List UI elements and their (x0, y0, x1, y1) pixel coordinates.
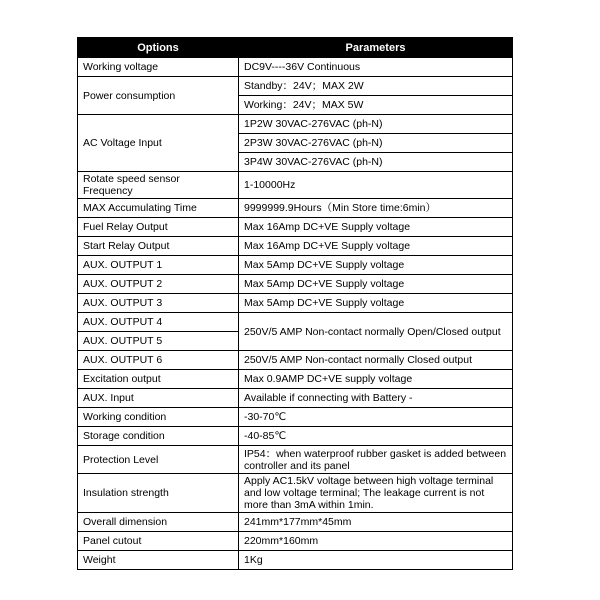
table-row (78, 513, 513, 532)
option-cell: AUX. OUTPUT 1 (78, 256, 239, 275)
table-header-row (78, 38, 513, 58)
table-row (78, 427, 513, 446)
table-row (78, 256, 513, 275)
option-cell: AUX. OUTPUT 3 (78, 294, 239, 313)
table-row (78, 77, 513, 96)
options-header: Options (78, 38, 239, 58)
option-cell: AUX. Input (78, 389, 239, 408)
option-cell: AUX. OUTPUT 6 (78, 351, 239, 370)
option-cell: Working voltage (78, 58, 239, 77)
option-cell: AUX. OUTPUT 4 (78, 313, 239, 332)
table-row (78, 389, 513, 408)
option-cell: Panel cutout (78, 532, 239, 551)
parameters-header: Parameters (239, 38, 513, 58)
value-cell: Max 16Amp DC+VE Supply voltage (239, 237, 513, 256)
table-row (78, 313, 513, 332)
value-cell: Max 5Amp DC+VE Supply voltage (239, 275, 513, 294)
value-cell: IP54：when waterproof rubber gasket is added between controller and its panel (239, 446, 513, 474)
option-cell: AUX. OUTPUT 5 (78, 332, 239, 351)
table-row (78, 115, 513, 134)
value-cell: Max 16Amp DC+VE Supply voltage (239, 218, 513, 237)
value-cell: 9999999.9Hours（Min Store time:6min） (239, 199, 513, 218)
value-cell: 1P2W 30VAC-276VAC (ph-N) (239, 115, 513, 134)
table-row (78, 58, 513, 77)
option-cell: Power consumption (78, 77, 239, 115)
option-cell: Excitation output (78, 370, 239, 389)
value-cell: -30-70℃ (239, 408, 513, 427)
table-row (78, 237, 513, 256)
table-row (78, 370, 513, 389)
table-row (78, 446, 513, 474)
table-row (78, 172, 513, 199)
option-line: Frequency (83, 185, 133, 197)
value-cell: Available if connecting with Battery - (239, 389, 513, 408)
table-row (78, 474, 513, 513)
value-cell: 220mm*160mm (239, 532, 513, 551)
value-cell: Max 5Amp DC+VE Supply voltage (239, 294, 513, 313)
value-cell: Apply AC1.5kV voltage between high voltage terminal and low voltage terminal; The leakage current is not more than 3mA within 1min. (239, 474, 513, 513)
table-row (78, 218, 513, 237)
table-row (78, 551, 513, 570)
table-row (78, 532, 513, 551)
option-cell: MAX Accumulating Time (78, 199, 239, 218)
option-cell: Overall dimension (78, 513, 239, 532)
option-line: Rotate speed sensor (83, 173, 180, 185)
table-row (78, 199, 513, 218)
table-row (78, 408, 513, 427)
option-cell: Working condition (78, 408, 239, 427)
value-cell: Max 0.9AMP DC+VE supply voltage (239, 370, 513, 389)
option-cell: Insulation strength (78, 474, 239, 513)
value-cell: 2P3W 30VAC-276VAC (ph-N) (239, 134, 513, 153)
table-row (78, 294, 513, 313)
option-cell: Storage condition (78, 427, 239, 446)
value-cell: DC9V----36V Continuous (239, 58, 513, 77)
option-cell: Protection Level (78, 446, 239, 474)
value-cell: -40-85℃ (239, 427, 513, 446)
option-cell (78, 172, 239, 199)
option-cell: Weight (78, 551, 239, 570)
table-row (78, 351, 513, 370)
value-cell: 1Kg (239, 551, 513, 570)
value-cell: 250V/5 AMP Non-contact normally Closed output (239, 351, 513, 370)
value-cell: Standby：24V；MAX 2W (239, 77, 513, 96)
table-row (78, 275, 513, 294)
option-cell: Start Relay Output (78, 237, 239, 256)
spec-table (77, 37, 513, 570)
value-cell: 250V/5 AMP Non-contact normally Open/Closed output (239, 313, 513, 351)
value-cell: 1-10000Hz (239, 172, 513, 199)
value-cell: Working：24V；MAX 5W (239, 96, 513, 115)
option-cell: Fuel Relay Output (78, 218, 239, 237)
value-cell: Max 5Amp DC+VE Supply voltage (239, 256, 513, 275)
option-cell: AC Voltage Input (78, 115, 239, 172)
option-cell: AUX. OUTPUT 2 (78, 275, 239, 294)
value-cell: 241mm*177mm*45mm (239, 513, 513, 532)
value-cell: 3P4W 30VAC-276VAC (ph-N) (239, 153, 513, 172)
